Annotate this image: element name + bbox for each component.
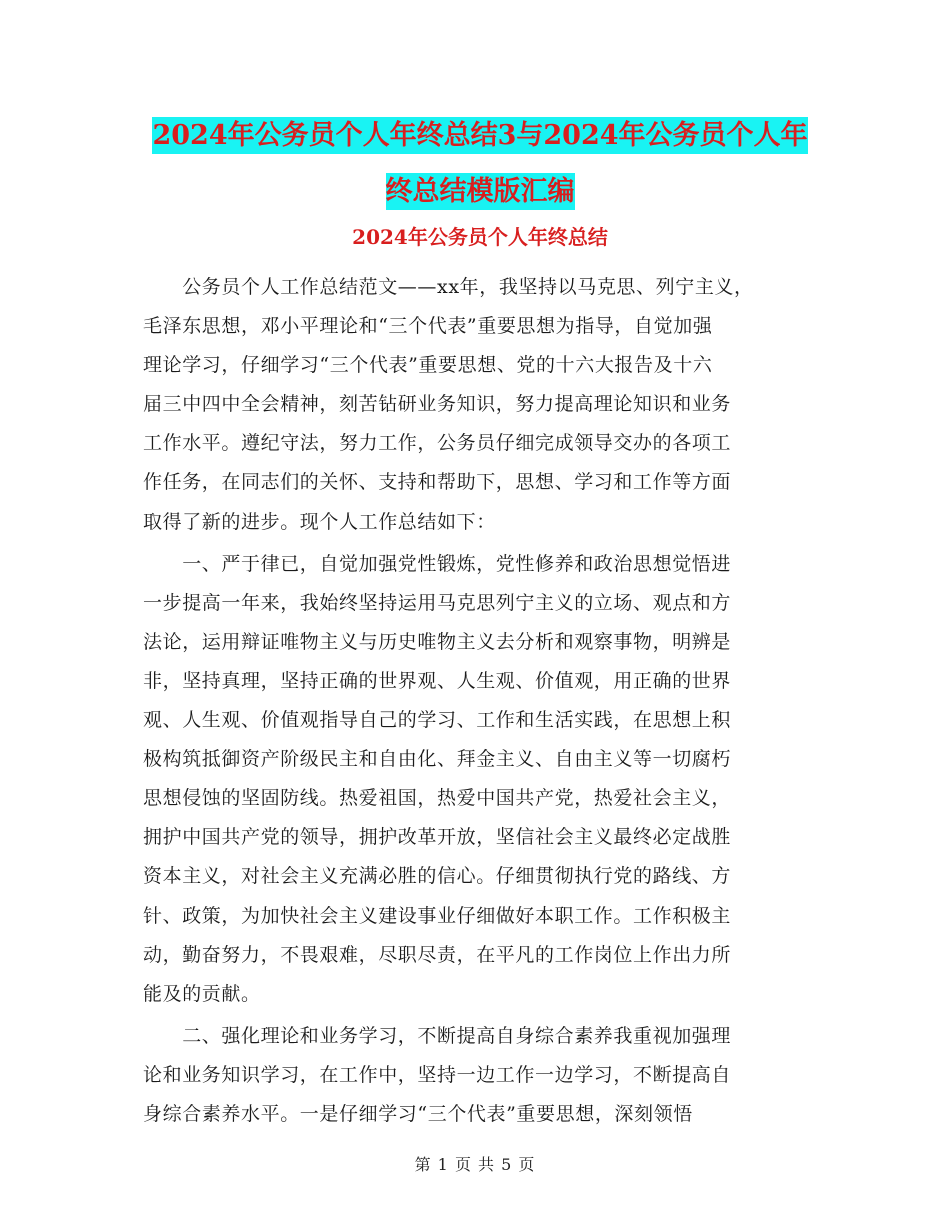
document-body [143, 268, 813, 1134]
document-title-line-1: 2024年公务员个人年终总结3与2024年公务员个人年 [152, 117, 807, 154]
section-title: 2024年公务员个人年终总结 [352, 225, 608, 249]
paragraph-section-2: 二、强化理论和业务学习，不断提高自身综合素养我重视加强理 论和业务知识学习，在工作中，坚持一边工作一边学习，不断提高自 身综合素养水平。一是仔细学习“三个代表”重要思想，深刻领悟 [143, 1024, 732, 1125]
document-title [140, 108, 820, 220]
paragraph-intro: 公务员个人工作总结范文——xx年，我坚持以马克思、列宁主义， 毛泽东思想，邓小平理论和“三个代表”重要思想为指导，自觉加强 理论学习，仔细学习“三个代表”重要思想、党的十六大报告及十六 届三中四中全会精神，刻苦钻研业务知识，努力提高理论知识和业务 工作水平。遵纪守法，努力工作，公务员仔细完成领导交办的各项工 作任务，在同志们的关怀、支持和帮助下，思想、学习和工作等方面 取得了新的进步。现个人工作总结如下： [143, 276, 754, 533]
document-title-line-2: 终总结模版汇编 [386, 173, 575, 210]
page-footer: 第 1 页 共 5 页 [414, 1155, 536, 1174]
paragraph-section-1: 一、严于律已，自觉加强党性锻炼，党性修养和政治思想觉悟进 一步提高一年来，我始终坚持运用马克思列宁主义的立场、观点和方 法论，运用辩证唯物主义与历史唯物主义去分析和观察事物，明辨是 非，坚持真理，坚持正确的世界观、人生观、价值观，用正确的世界 观、人生观、价值观指导自己的学习、工作和生活实践，在思想上积 极构筑抵御资产阶级民主和自由化、拜金主义、自由主义等一切腐朽 思想侵蚀的坚固防线。热爱祖国，热爱中国共产党，热爱社会主义， 拥护中国共产党的领导，拥护改革开放，坚信社会主义最终必定战胜 资本主义，对社会主义充满必胜的信心。仔细贯彻执行党的路线、方 针、政策，为加快社会主义建设事业仔细做好本职工作。工作积极主 动，勤奋努力，不畏艰难，尽职尽责，在平凡的工作岗位上作出力所 能及的贡献。 [143, 552, 732, 1005]
